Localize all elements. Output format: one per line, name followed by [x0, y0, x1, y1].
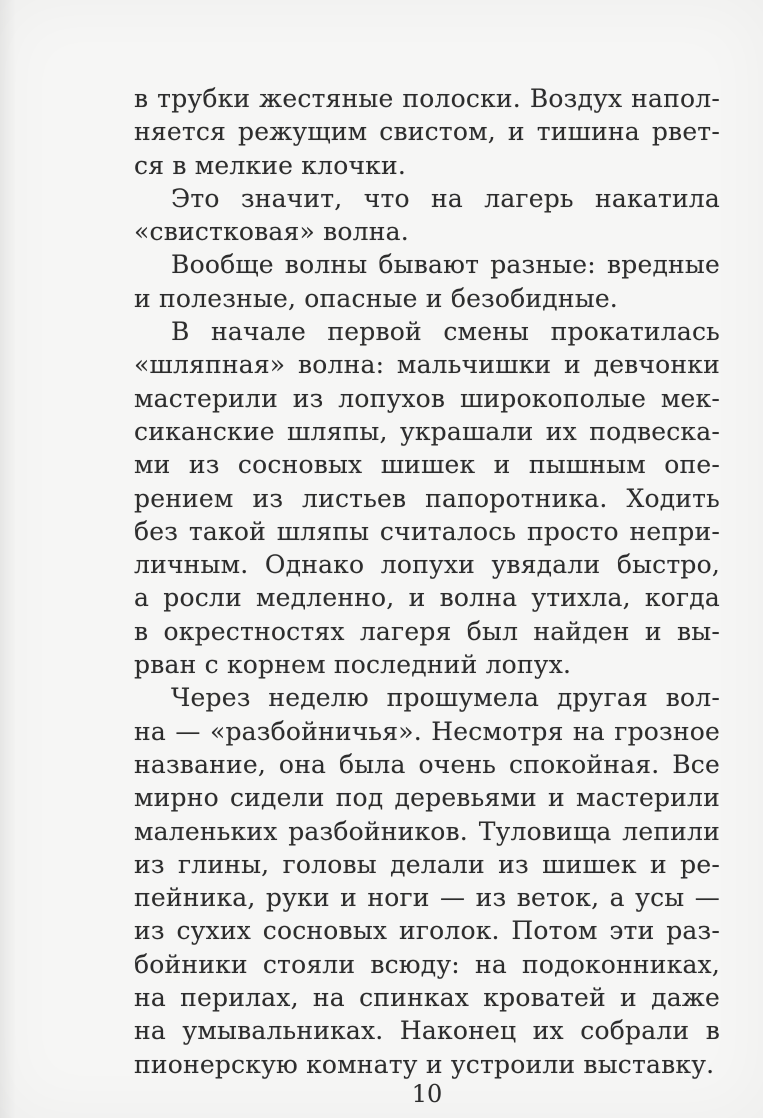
text-line: ми из сосновых шишек и пышным опе-: [134, 450, 720, 480]
text-line: рением из листьев папоротника. Ходить: [134, 483, 720, 513]
text-line: Через неделю прошумела другая вол-: [171, 683, 720, 713]
text-line: Это значит, что на лагерь накатила: [171, 183, 720, 213]
text-line: без такой шляпы считалось просто непри-: [134, 516, 720, 546]
text-line: ся в мелкие клочки.: [134, 150, 407, 180]
text-line: сиканские шляпы, украшали их подвеска-: [134, 416, 720, 446]
text-line: из сухих сосновых иголок. Потом эти раз-: [134, 916, 720, 946]
text-line: пейника, руки и ноги — из веток, а усы —: [134, 883, 720, 913]
text-line: на — «разбойничья». Несмотря на грозное: [134, 716, 720, 746]
text-line: на умывальниках. Наконец их собрали в: [134, 1016, 720, 1046]
text-line: в окрестностях лагеря был найден и вы-: [134, 616, 720, 646]
text-line: бойники стояли всюду: на подоконниках,: [134, 949, 720, 979]
text-line: а росли медленно, и волна утихла, когда: [134, 583, 720, 613]
text-line: мастерили из лопухов широкополые мек-: [134, 383, 720, 413]
text-line: «свистковая» волна.: [134, 217, 409, 247]
text-line: рван с корнем последний лопух.: [134, 650, 572, 680]
text-line: мирно сидели под деревьями и мастерили: [134, 783, 720, 813]
page-number: 10: [411, 1080, 443, 1108]
text-block: [134, 82, 720, 1081]
text-line: маленьких разбойников. Туловища лепили: [134, 816, 720, 846]
text-line: пионерскую комнату и устроили выставку.: [134, 1049, 715, 1079]
text-line: личным. Однако лопухи увядали быстро,: [134, 550, 720, 580]
text-line: «шляпная» волна: мальчишки и девчонки: [134, 350, 720, 380]
text-line: Вообще волны бывают разные: вредные: [171, 250, 720, 280]
text-line: на перилах, на спинках кроватей и даже: [134, 983, 720, 1013]
text-line: В начале первой смены прокатилась: [171, 317, 720, 347]
text-line: название, она была очень спокойная. Все: [134, 749, 720, 779]
text-line: в трубки жестяные полоски. Воздух напол-: [134, 84, 720, 113]
text-line: из глины, головы делали из шишек и ре-: [134, 849, 720, 879]
text-line: и полезные, опасные и безобидные.: [134, 283, 618, 313]
text-line: няется режущим свистом, и тишина рвет-: [134, 117, 720, 147]
